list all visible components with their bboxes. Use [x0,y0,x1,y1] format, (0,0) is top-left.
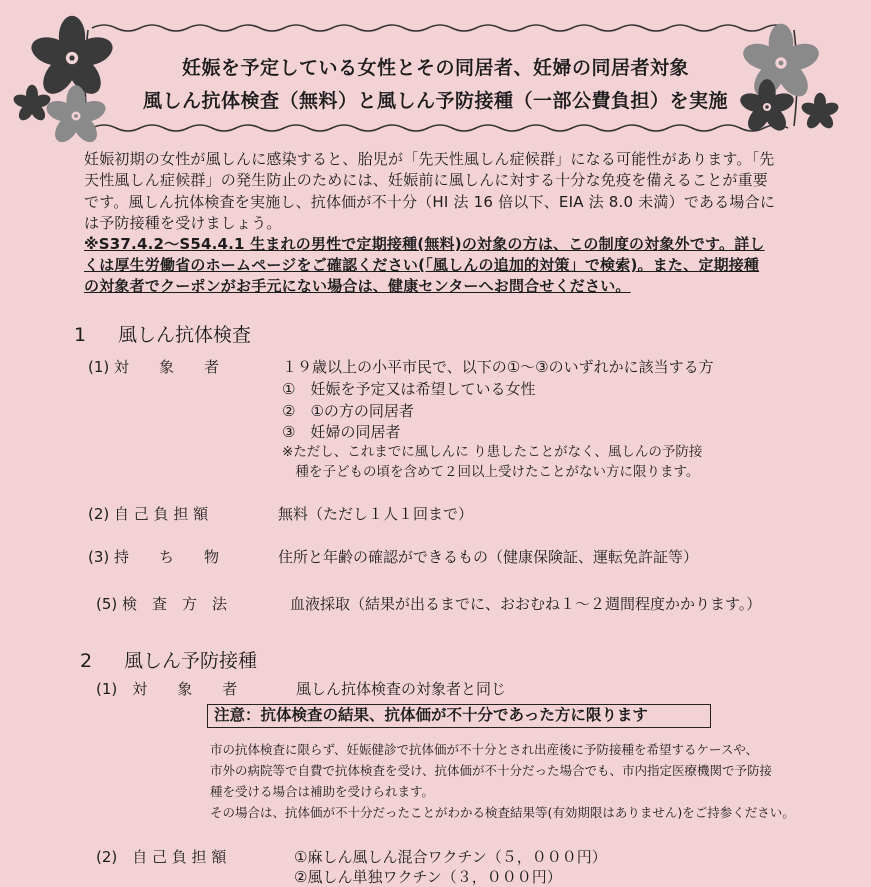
s1-target-item: ② ①の方の同居者 [282,402,414,420]
intro-note-line: ※S37.4.2～S54.4.1 生まれの男性で定期接種(無料)の対象の方は、この制度の対象外です。詳し [84,235,765,253]
s1-target-value: １９歳以上の小平市民で、以下の①～③のいずれかに該当する方 [282,358,714,376]
s1-target-item: ③ 妊婦の同居者 [282,423,401,441]
s1-target-note: ※ただし、これまでに風しんに り患したことがなく、風しんの予防接 [282,444,703,460]
section2-heading [80,646,257,673]
s1-target-item: ① 妊娠を予定又は希望している女性 [282,380,536,398]
section1-title: 風しん抗体検査 [118,324,252,346]
s1-target-note: 種を子どもの頃を含めて２回以上受けたことがない方に限ります。 [282,464,700,480]
s2-cost-value: ②風しん単独ワクチン（３，０００円） [294,868,562,886]
intro-line: 天性風しん症候群」の発生防止のためには、妊娠前に風しんに対する十分な免疫を備えることが重要 [84,171,769,189]
section1-number: 1 [74,324,87,346]
s2-detail-line: 種を受ける場合は補助を受けられます。 [210,784,435,799]
page-title-line2: 風しん抗体検査（無料）と風しん予防接種（一部公費負担）を実施 [142,90,728,112]
intro-note-line: くは厚生労働省のホームページをご確認ください(「風しんの追加的対策」で検索)。また、定期接種 [84,256,760,274]
s1-items-value: 住所と年齢の確認ができるもの（健康保険証、運転免許証等） [278,548,699,566]
s2-target-label: (1) 対 象 者 [96,680,238,698]
intro-line: 妊娠初期の女性が風しんに感染すると、胎児が「先天性風しん症候群」になる可能性があります。「先 [84,150,775,168]
s1-method-value: 血液採取（結果が出るまでに、おおむね１～２週間程度かかります。） [290,595,762,613]
s2-detail-line: 市の抗体検査に限らず、妊娠健診で抗体価が不十分とされ出産後に予防接種を希望するケースや、 [210,742,759,757]
s2-detail-line: その場合は、抗体価が不十分だったことがわかる検査結果等(有効期限はありません)をご持参ください。 [210,805,795,820]
s1-cost-label: (2) 自 己 負 担 額 [88,505,209,523]
s2-cost-label: (2) 自 己 負 担 額 [96,848,227,866]
s1-items-label: (3) 持 ち 物 [88,548,220,566]
s1-target-label: (1) 対 象 者 [88,358,220,376]
section2-title: 風しん予防接種 [124,650,258,672]
s1-method-label: (5) 検 査 方 法 [96,595,228,613]
s2-cost-value: ①麻しん風しん混合ワクチン（５，０００円） [294,848,607,866]
page-title-line1: 妊娠を予定している女性とその同居者、妊婦の同居者対象 [181,57,689,79]
intro-line: です。風しん抗体検査を実施し、抗体価が不十分（HI 法 16 倍以下、EIA 法 8.0 未満）である場合に [84,193,776,211]
section2-number: 2 [80,650,93,672]
s1-cost-value: 無料（ただし１人１回まで） [278,505,474,523]
intro-note-line: の対象者でクーポンがお手元にない場合は、健康センターへお問合せください。 [84,277,631,295]
s2-detail-line: 市外の病院等で自費で抗体検査を受け、抗体価が不十分だった場合でも、市内指定医療機関で予防接 [210,763,773,778]
s2-notice-box: 注意：抗体検査の結果、抗体価が不十分であった方に限ります [207,704,711,728]
section1-heading [74,320,251,347]
intro-line: は予防接種を受けましょう。 [84,214,282,232]
s2-target-value: 風しん抗体検査の対象者と同じ [296,680,507,698]
